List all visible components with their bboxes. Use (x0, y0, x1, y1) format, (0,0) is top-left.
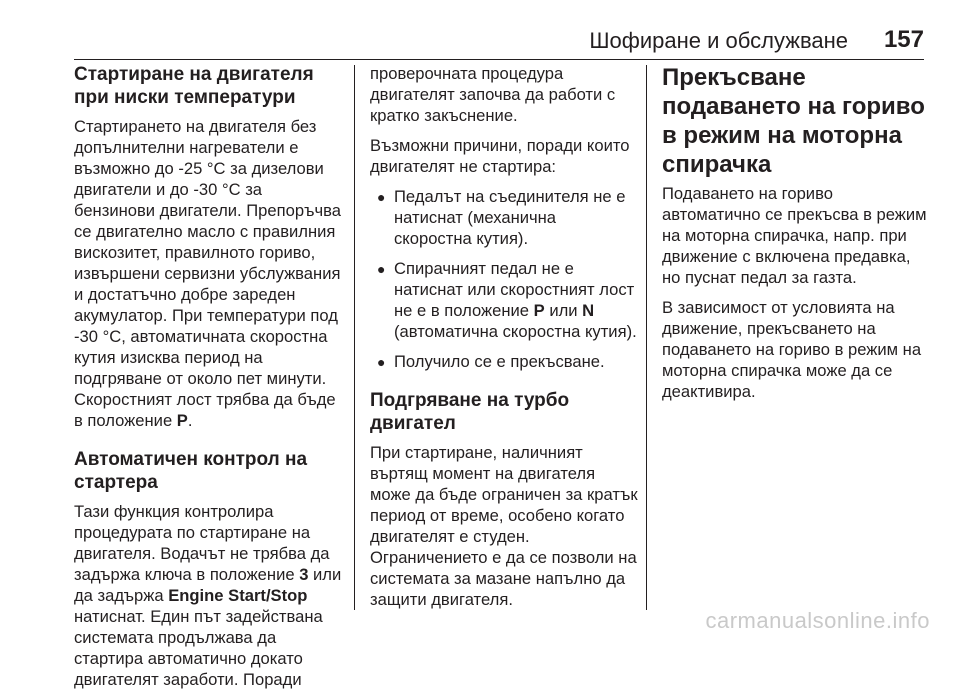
column-divider-1 (354, 65, 355, 610)
cause-brake: Спирачният педал не е натиснат или скоростният лост не е в положение (394, 259, 635, 320)
starter-control-heading: Автоматичен контрол на стартера (74, 449, 308, 493)
cold-start-paragraph (74, 116, 346, 431)
turbo-warmup-paragraph-2: Ограничението е да се позволи на системата за мазане напълно да защити двигателя. (370, 548, 637, 609)
column-3 (662, 63, 928, 411)
cold-start-text: Стартирането на двигателя без допълнителни нагреватели е възможно до -25 °C за дизелови двигатели и до -30 °C за бензинови двигатели. Препоръчва се двигателно масло с правилния вискозитет, правилното гориво, извършени сервизни убслужвания и достатъчно добре зареден акумулатор. При температури под -30 °C, автоматичната скоростна кутия изисква период на подгряване от около пет минути. Скоростният лост трябва да бъде в положение (74, 117, 341, 430)
column-divider-2 (646, 65, 647, 610)
causes-list (370, 186, 638, 372)
cold-start-heading: Стартиране на двигателя при ниски температури (74, 64, 314, 108)
key-position-3: 3 (299, 565, 309, 584)
cause-brake-end: (автоматична скоростна кутия). (394, 322, 637, 341)
cause-clutch: Педалът на съединителя не е натиснат (механична скоростна кутия). (394, 187, 626, 248)
turbo-warmup-heading: Подгряване на турбо двигател (370, 390, 570, 434)
column-2 (370, 63, 638, 619)
bullet-icon: ● (377, 261, 386, 277)
fuel-cutoff-heading: Прекъсване подаването на гориво в режим на моторна спирачка (662, 64, 925, 178)
list-item (370, 186, 638, 249)
starter-control-text-3: натиснат. Един път задействана системата продължава да стартира автоматично докато двигателят заработи. Поради (74, 607, 323, 689)
list-item (370, 351, 638, 372)
cause-timeout: Получило се е прекъсване. (394, 352, 605, 371)
watermark: carmanualsonline.info (705, 608, 930, 633)
bullet-icon: ● (377, 354, 386, 370)
causes-lead-paragraph: Възможни причини, поради които двигателят не стартира: (370, 136, 630, 176)
gear-position-p: P (533, 301, 545, 320)
continuation-paragraph: проверочната процедура двигателят започва да работи с кратко закъснение. (370, 64, 616, 125)
fuel-cutoff-paragraph-2: В зависимост от условията на движение, прекъсването на подаването на гориво в режим на моторна спирачка може да се деактивира. (662, 298, 922, 401)
cause-brake-or: или (544, 301, 583, 320)
fuel-cutoff-paragraph-1: Подаването на гориво автоматично се прекъсва в режим на моторна спирачка, напр. при движение с включена предавка, но пуснат педал за газта. (662, 184, 927, 287)
bullet-icon: ● (377, 189, 386, 205)
page-header (74, 26, 924, 56)
list-item (370, 258, 638, 342)
header-divider (74, 59, 924, 60)
chapter-title: Шофиране и обслужване (589, 28, 848, 53)
page-number: 157 (883, 26, 924, 53)
gear-position-p: P (176, 411, 188, 430)
starter-control-text-2: или да задържа (74, 565, 342, 605)
engine-start-stop-label: Engine Start/Stop (168, 586, 308, 605)
column-1 (74, 63, 346, 699)
gear-position-n: N (582, 301, 595, 320)
cold-start-text-end: . (187, 411, 193, 430)
starter-control-text: Тази функция контролира процедурата по стартиране на двигателя. Водачът не трябва да задържа ключа в положение (74, 502, 330, 584)
starter-control-paragraph (74, 501, 346, 690)
turbo-warmup-paragraph-1: При стартиране, наличният въртящ момент на двигателя може да бъде ограничен за кратък период от време, особено когато двигателят е студен. (370, 443, 638, 546)
